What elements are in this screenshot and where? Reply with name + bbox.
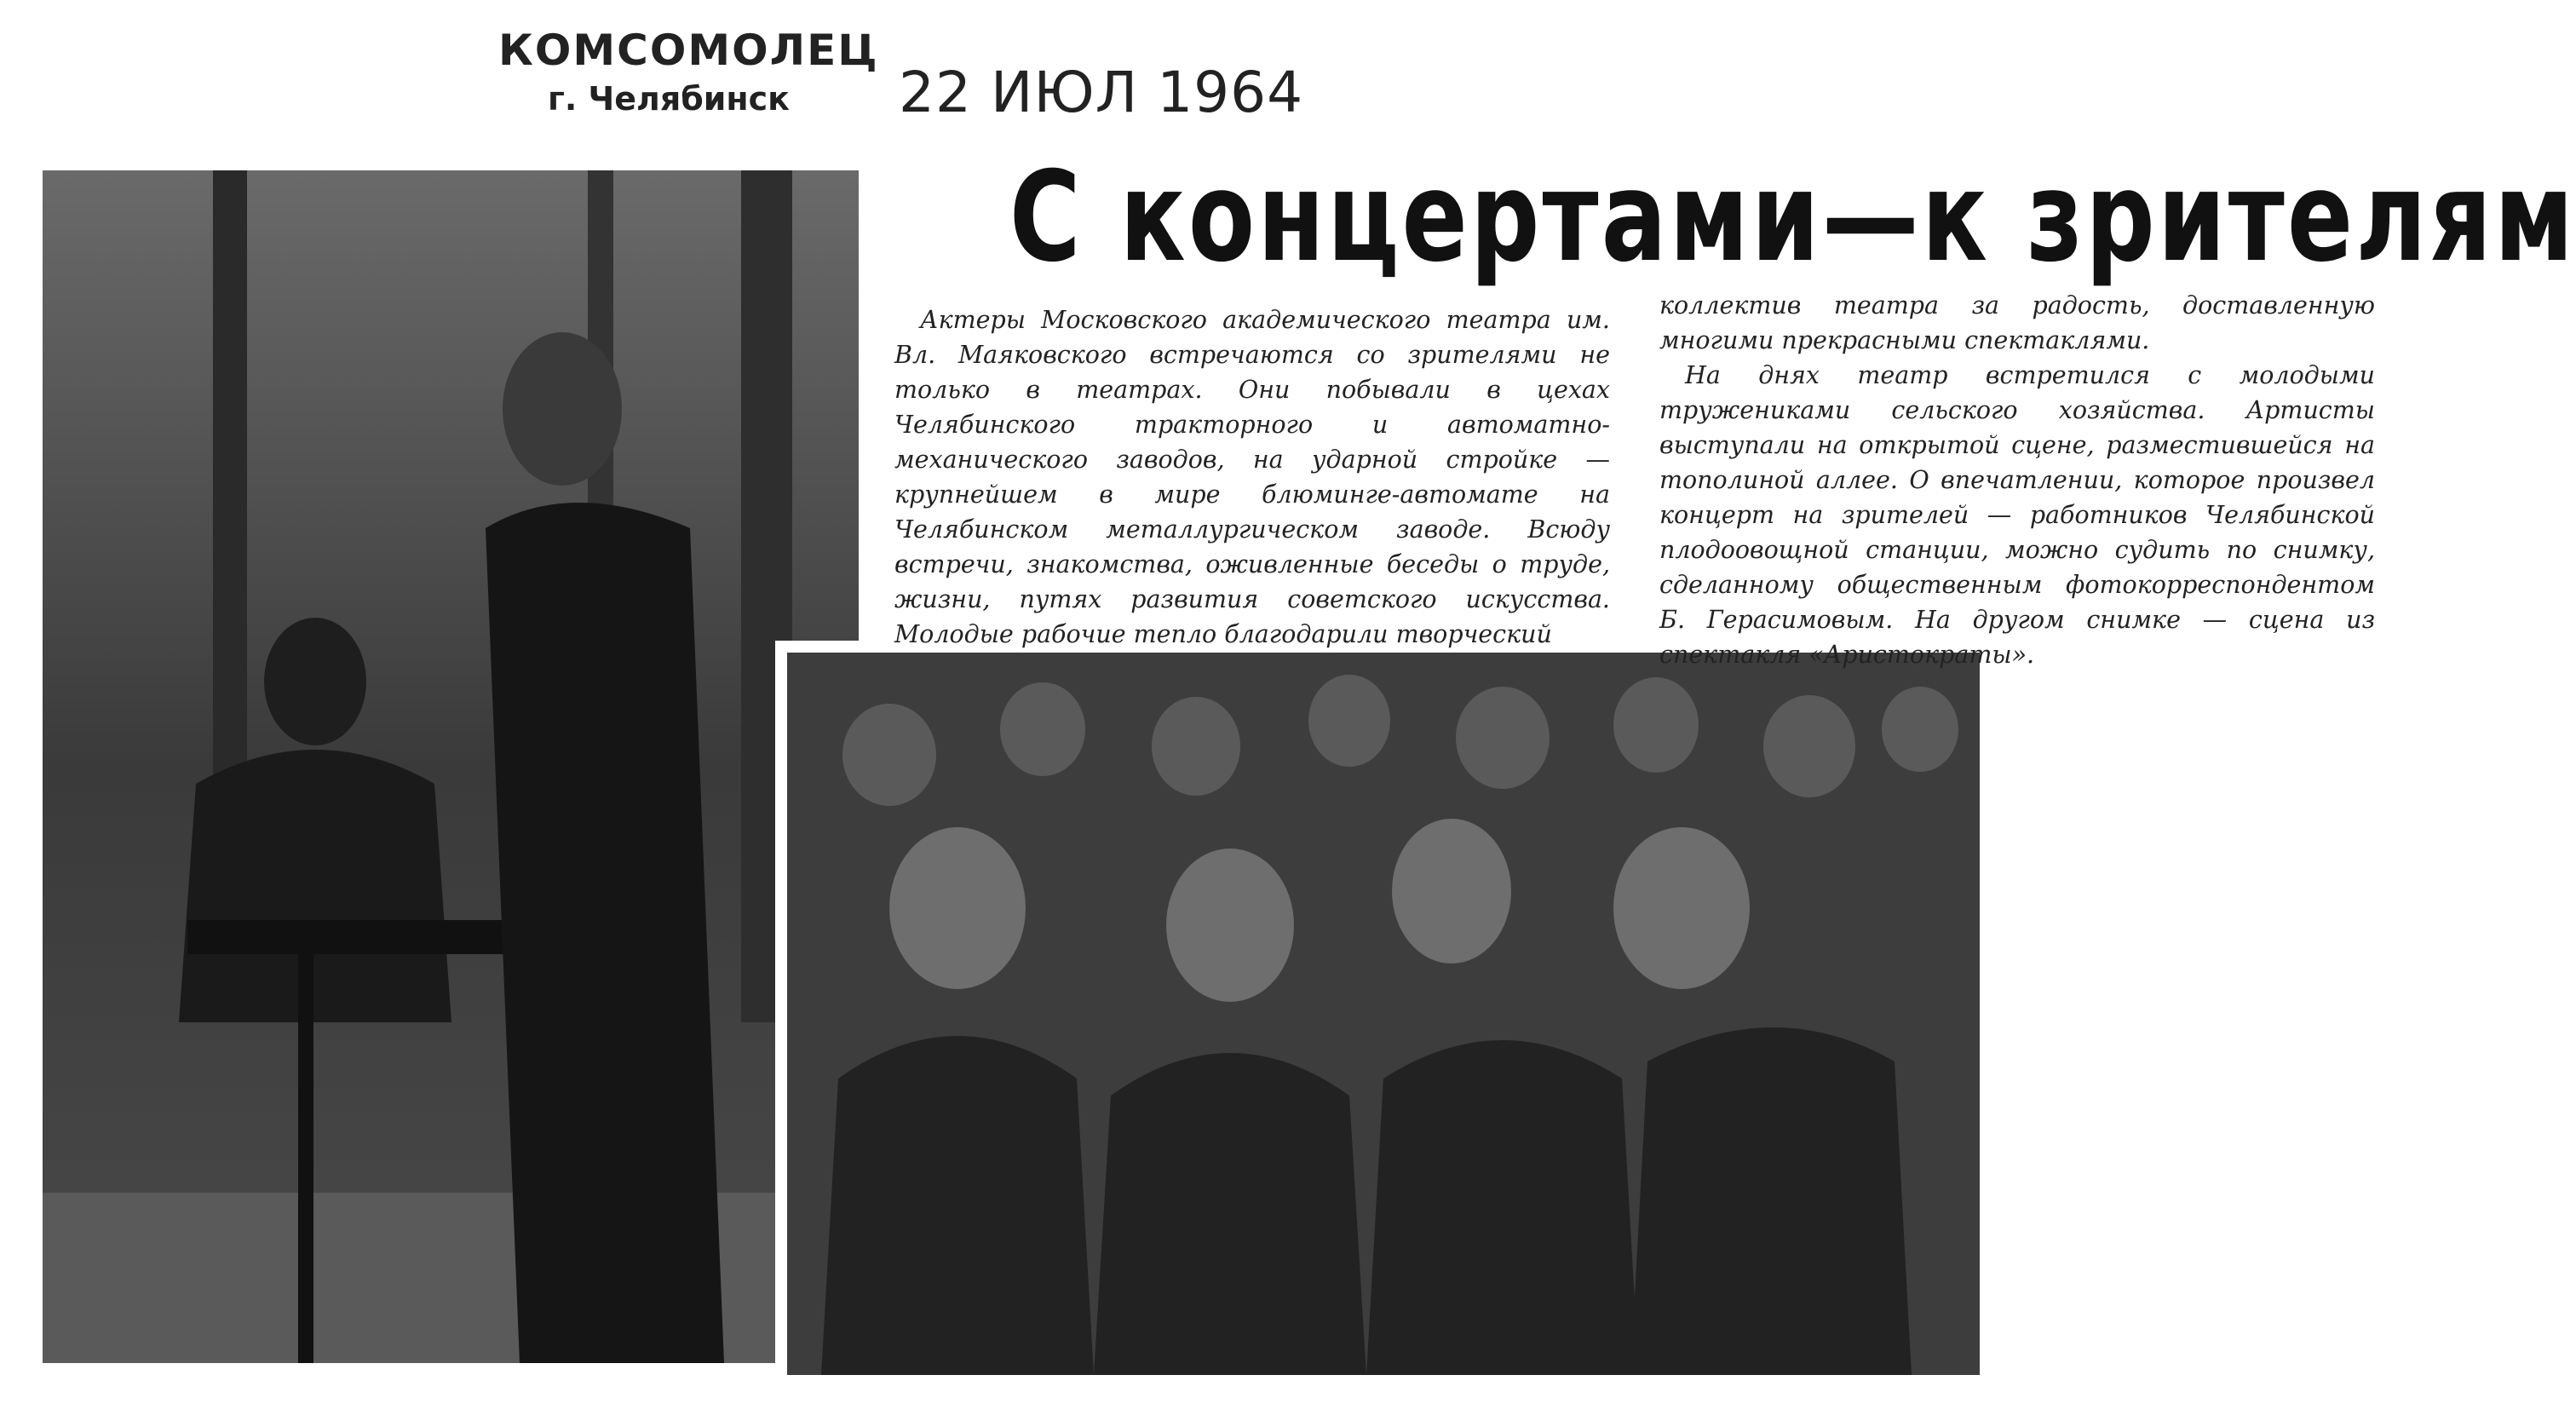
audience-photo (775, 641, 1980, 1375)
article-paragraph: Актеры Московского академического театра им. Вл. Маяковского встречаются со зрителями не только в театрах. Они побывали в цехах Челябинского тракторного и автоматно-механического заводов, на ударной стройке — крупнейшем в мире блюминге-автомате на Челябинском металлургическом заводе. Всюду встречи, знакомства, оживленные беседы о труде, жизни, путях развития советского искусства. Молодые рабочие тепло благодарили творческий (894, 306, 1610, 648)
clipping-stamp (498, 26, 879, 118)
stage-scene-photo (43, 170, 859, 1363)
article-column-1 (894, 302, 1610, 652)
article-paragraph: На днях театр встретился с молодыми тружениками сельского хозяйства. Артисты выступали на открытой сцене, разместившейся на тополиной аллее. О впечатлении, которое произвел концерт на зрителей — работников Челябинской плодоовощной станции, можно судить по снимку, сделанному общественным фотокорреспондентом Б. Герасимовым. На другом снимке — сцена из спектакля «Аристократы». (1659, 361, 2375, 669)
newspaper-name: КОМСОМОЛЕЦ (498, 26, 879, 75)
date-stamp: 22 ИЮЛ 1964 (899, 60, 1304, 125)
article-paragraph: коллектив театра за радость, доставленную многими прекрасными спектаклями. (1659, 291, 2375, 354)
newspaper-city: г. Челябинск (548, 80, 790, 118)
article-headline: С концертами—к зрителям (1009, 145, 2576, 290)
article-column-2 (1659, 288, 2375, 672)
